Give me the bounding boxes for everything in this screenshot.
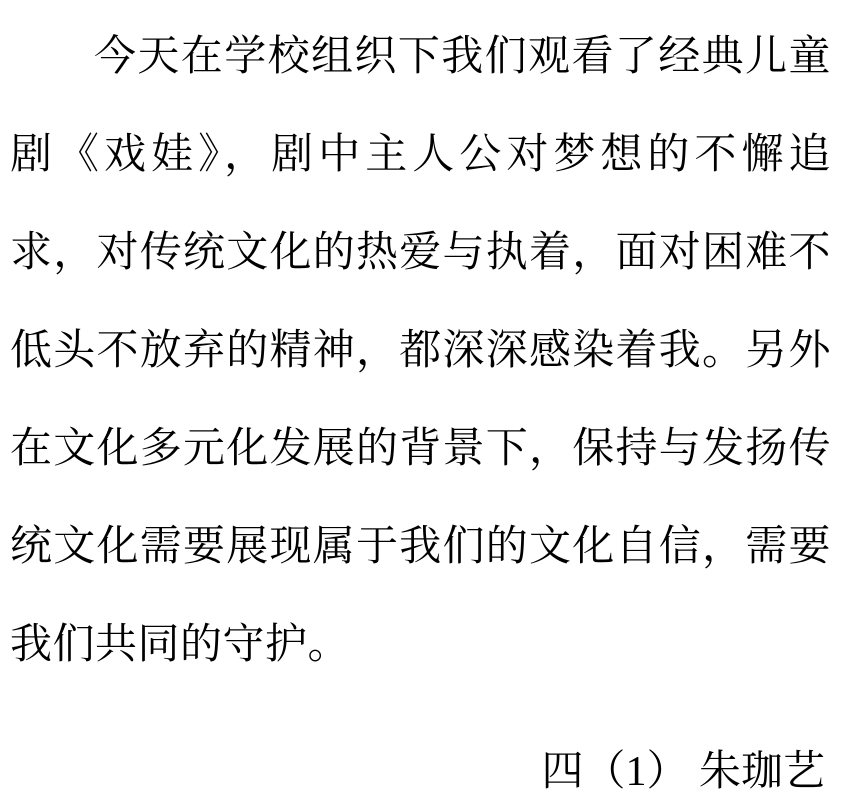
signature-line: 四（1） 朱珈艺 <box>541 749 825 795</box>
body-paragraph: 今天在学校组织下我们观看了经典儿童剧《戏娃》，剧中主人公对梦想的不懈追求，对传统文化的热爱与执着，面对困难不低头不放弃的精神，都深深感染着我。另外在文化多元化发展的背景下，保持与发扬传统文化需要展现属于我们的文化自信，需要我们共同的守护。 <box>10 34 831 668</box>
